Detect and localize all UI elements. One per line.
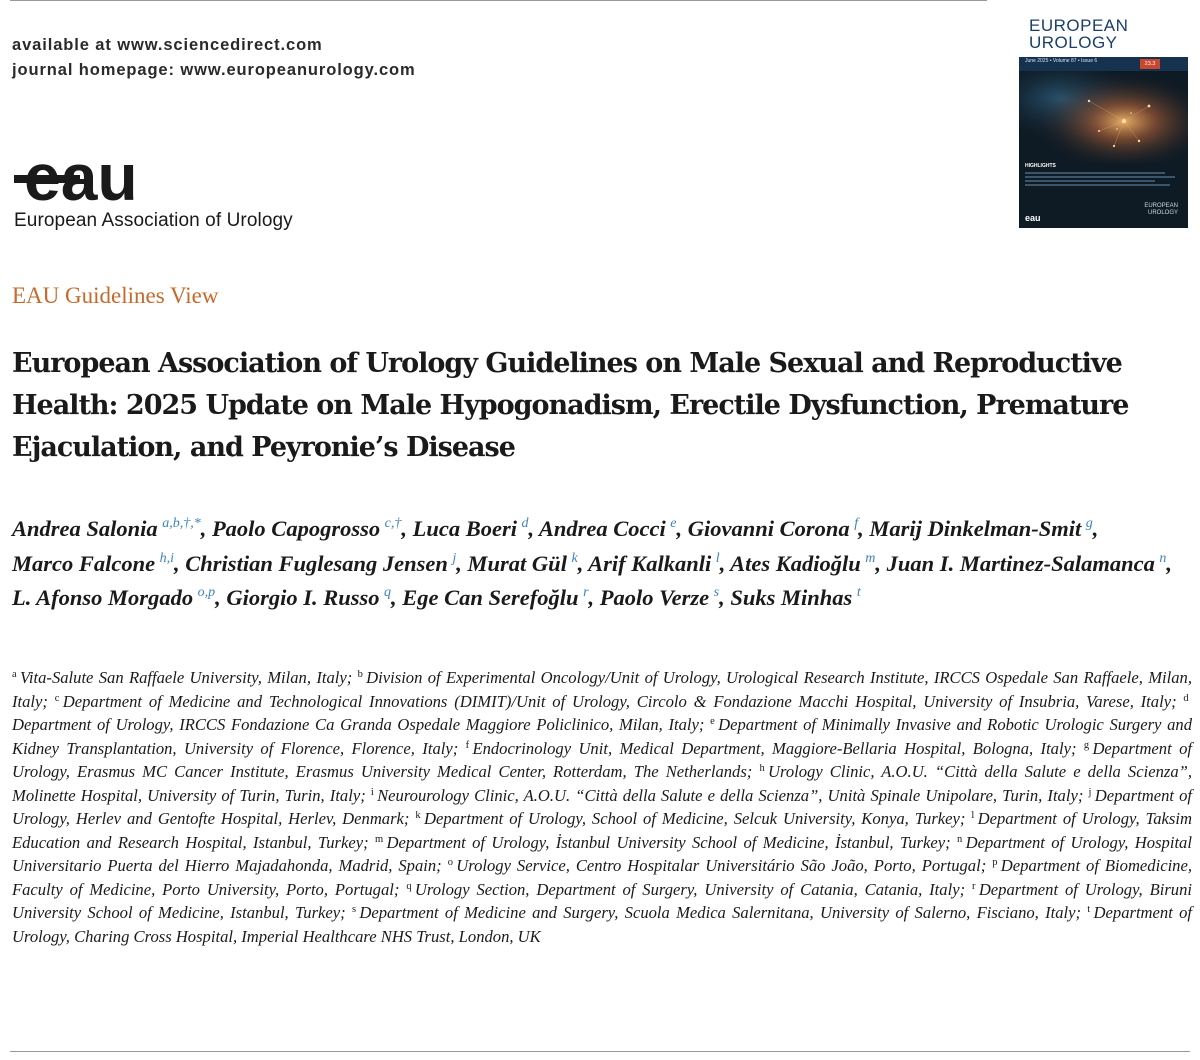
section-label: EAU Guidelines View bbox=[12, 283, 219, 308]
affiliation-key: b bbox=[357, 669, 363, 680]
cover-artwork bbox=[1019, 71, 1188, 163]
affiliation-key: m bbox=[375, 833, 384, 845]
eau-logo bbox=[14, 150, 293, 232]
affiliations bbox=[12, 666, 1192, 948]
author-name: Luca Boeri $^d$ bbox=[412, 516, 529, 541]
svg-text:eau: eau bbox=[24, 150, 138, 206]
bottom-divider bbox=[10, 1051, 1190, 1052]
author-affiliation-link[interactable]: e bbox=[670, 516, 677, 531]
affiliation-text: Department of Medicine and Surgery, Scuola Medica Salernitana, University of Salerno, Fisciano, Italy; bbox=[359, 903, 1082, 922]
journal-cover-thumbnail[interactable] bbox=[1019, 13, 1188, 228]
affiliation-key: l bbox=[971, 810, 975, 821]
affiliation-key: g bbox=[1083, 739, 1090, 751]
author-affiliation-link[interactable]: j bbox=[452, 550, 457, 566]
affiliation-item bbox=[12, 668, 352, 687]
author-list: Andrea Salonia $^{a,b,\dagger,*}$, Paolo Capogrosso $^{c,\dagger}$, Luca Boeri $^d$, Andrea Cocci $^e$, Giovanni Corona $^f$, Marij Dinkelman-Smit $^g$, Marco Falcone $^{h,i}$, Christian Fuglesang Jensen $^j$, Murat Gül $^k$, Arif Kalkanli $^l$, Ates Kadioğlu $^m$, Juan I. Martinez-Salamanca $^n$, L. Afonso Morgado $^{o,p}$, Giorgio I. Russo $^q$, Ege Can Serefoğlu $^r$, Paolo Verze $^s$, Suks Minhas $^t$ bbox=[12, 516, 1172, 610]
eau-logo-mark bbox=[14, 150, 174, 206]
author-affiliation-link[interactable]: f bbox=[854, 516, 859, 531]
affiliation-text: Department of Urology, School of Medicine, Selcuk University, Konya, Turkey; bbox=[423, 809, 966, 828]
affiliation-item bbox=[375, 833, 951, 852]
affiliation-key: d bbox=[1183, 692, 1189, 704]
author-name: Ates Kadioğlu $^m$ bbox=[730, 550, 876, 576]
affiliation-text: Urology Service, Centro Hospitalar Universitário São João, Porto, Portugal; bbox=[456, 856, 987, 875]
cover-highlights: HIGHLIGHTS bbox=[1025, 163, 1183, 188]
affiliation-text: Department of Urology, Erasmus MC Cancer Institute, Erasmus University Medical Center, Rotterdam, The Netherlands; bbox=[12, 738, 1192, 781]
top-divider bbox=[10, 0, 987, 1]
affiliation-text: Department of Urology, Herlev and Gentofte Hospital, Herlev, Denmark; bbox=[12, 785, 1192, 828]
author-affiliation-link[interactable]: c,† bbox=[384, 516, 402, 531]
affiliation-key: o bbox=[447, 857, 453, 868]
affiliation-item bbox=[448, 856, 987, 875]
author-affiliation-link[interactable]: m bbox=[865, 550, 876, 566]
affiliation-text: Department of Minimally Invasive and Robotic Urologic Surgery and Kidney Transplantation, University of Florence, Florence, Italy; bbox=[12, 715, 1193, 758]
affiliation-key: q bbox=[406, 880, 412, 892]
author-affiliation-link[interactable]: l bbox=[715, 550, 720, 566]
author-name: Suks Minhas $^t$ bbox=[730, 585, 861, 610]
cover-issue-text: June 2025 • Volume 87 • Issue 6 bbox=[1025, 58, 1098, 64]
affiliation-item bbox=[415, 809, 965, 828]
affiliation-key: j bbox=[1088, 786, 1092, 798]
affiliation-text: Department of Urology, IRCCS Fondazione Ca Granda Ospedale Maggiore Policlinico, Milan, Italy; bbox=[12, 715, 705, 734]
affiliation-item bbox=[55, 692, 1177, 711]
author-name: Paolo Verze $^s$ bbox=[599, 585, 720, 610]
author-affiliation-link[interactable]: s bbox=[713, 585, 720, 600]
author-affiliation-link[interactable]: t bbox=[856, 585, 861, 600]
cover-impact-factor: 23.3 bbox=[1140, 59, 1160, 69]
author-affiliation-link[interactable]: n bbox=[1159, 550, 1167, 566]
affiliation-key: t bbox=[1087, 904, 1091, 915]
author-affiliation-link[interactable]: g bbox=[1085, 516, 1093, 531]
cover-masthead bbox=[1019, 13, 1188, 57]
author-name: Paolo Capogrosso $^{c,\dagger}$ bbox=[211, 516, 402, 541]
author-name: Giovanni Corona $^f$ bbox=[687, 516, 859, 541]
affiliation-key: h bbox=[759, 763, 765, 774]
affiliation-key: n bbox=[957, 833, 963, 845]
author-affiliation-link[interactable]: h,i bbox=[159, 550, 175, 566]
author-name: Juan I. Martinez-Salamanca $^n$ bbox=[886, 550, 1167, 576]
affiliation-text: Department of Urology, Hospital Universitario Puerta del Hierro Majadahonda, Madrid, Spain; bbox=[12, 832, 1192, 875]
affiliation-text: Department of Urology, Taksim Education and Research Hospital, Istanbul, Turkey; bbox=[12, 809, 1192, 852]
cover-footer-title: EUROPEAN UROLOGY bbox=[1144, 203, 1178, 216]
affiliation-text: Department of Medicine and Technological Innovations (DIMIT)/Unit of Urology, Circolo & Fondazione Macchi Hospital, University of Insubria, Varese, Italy; bbox=[62, 691, 1177, 711]
affiliation-text: Division of Experimental Oncology/Unit of Urology, Urological Research Institute, IRCCS Ospedale San Raffaele, Milan, Italy; bbox=[12, 668, 1193, 711]
author-name: Andrea Cocci $^e$ bbox=[538, 516, 677, 541]
author-affiliation-link[interactable]: q bbox=[384, 585, 392, 600]
affiliation-key: a bbox=[12, 669, 17, 680]
eau-tagline: European Association of Urology bbox=[14, 210, 293, 231]
author-name: Marij Dinkelman-Smit $^g$ bbox=[869, 516, 1093, 541]
affiliation-text: Department of Urology, Charing Cross Hospital, Imperial Healthcare NHS Trust, London, UK bbox=[12, 903, 1192, 946]
affiliation-item bbox=[466, 739, 1077, 758]
affiliation-text: Department of Urology, Biruni University School of Medicine, Istanbul, Turkey; bbox=[12, 879, 1192, 922]
author-affiliation-link[interactable]: k bbox=[571, 550, 578, 566]
affiliation-text: Endocrinology Unit, Medical Department, Maggiore-Bellaria Hospital, Bologna, Italy; bbox=[472, 738, 1077, 758]
article-title: European Association of Urology Guidelines on Male Sexual and Reproductive Health: 2025 Update on Male Hypogonadism, Erectile Dysfunction, Premature Ejaculation, and Peyronie’s Disease bbox=[12, 348, 1129, 463]
affiliation-key: r bbox=[971, 880, 976, 892]
affiliation-item bbox=[352, 903, 1081, 922]
journal-links bbox=[12, 33, 416, 83]
author-name: Andrea Salonia $^{a,b,\dagger,*}$ bbox=[12, 516, 201, 541]
affiliation-key: k bbox=[415, 810, 421, 821]
author-name: Giorgio I. Russo $^q$ bbox=[226, 585, 392, 610]
author-name: Marco Falcone $^{h,i}$ bbox=[12, 550, 175, 576]
affiliation-item bbox=[406, 880, 965, 899]
affiliation-item bbox=[371, 786, 1084, 805]
affiliation-key: e bbox=[710, 716, 715, 727]
affiliation-key: s bbox=[351, 904, 357, 915]
author-name: Ege Can Serefoğlu $^r$ bbox=[402, 585, 589, 610]
author-name: L. Afonso Morgado $^{o,p}$ bbox=[12, 585, 216, 610]
cover-eau-logo: eau bbox=[1025, 213, 1041, 223]
sciencedirect-link[interactable]: available at www.sciencedirect.com bbox=[12, 36, 323, 54]
affiliation-key: p bbox=[992, 857, 998, 868]
affiliation-text: Department of Urology, İstanbul University School of Medicine, İstanbul, Turkey; bbox=[386, 832, 951, 852]
cover-title: EUROPEAN UROLOGY bbox=[1029, 16, 1129, 52]
affiliation-text: Department of Biomedicine, Faculty of Medicine, Porto University, Porto, Portugal; bbox=[12, 856, 1192, 899]
affiliation-text: Neurourology Clinic, A.O.U. “Città della Salute e della Scienza”, Unità Spinale Unipolare, Turin, Italy; bbox=[377, 785, 1084, 805]
author-name: Murat Gül $^k$ bbox=[467, 550, 578, 576]
author-affiliation-link[interactable]: o,p bbox=[197, 585, 216, 600]
author-name: Arif Kalkanli $^l$ bbox=[588, 550, 720, 576]
journal-homepage-link[interactable]: journal homepage: www.europeanurology.com bbox=[12, 61, 416, 79]
affiliation-key: f bbox=[465, 739, 470, 751]
author-affiliation-link[interactable]: a,b,†,* bbox=[162, 516, 201, 531]
affiliation-key: i bbox=[370, 786, 374, 798]
author-name: Christian Fuglesang Jensen $^j$ bbox=[185, 550, 457, 576]
affiliation-text: Urology Clinic, A.O.U. “Città della Salute e della Scienza”, Molinette Hospital, University of Turin, Turin, Italy; bbox=[12, 762, 1192, 805]
affiliation-text: Urology Section, Department of Surgery, University of Catania, Catania, Italy; bbox=[414, 879, 966, 899]
author-affiliation-link[interactable]: d bbox=[521, 516, 529, 531]
affiliation-key: c bbox=[54, 692, 60, 704]
author-affiliation-link[interactable]: r bbox=[583, 585, 589, 600]
affiliation-text: Vita-Salute San Raffaele University, Milan, Italy; bbox=[20, 668, 353, 687]
cover-issue-band bbox=[1019, 57, 1188, 71]
